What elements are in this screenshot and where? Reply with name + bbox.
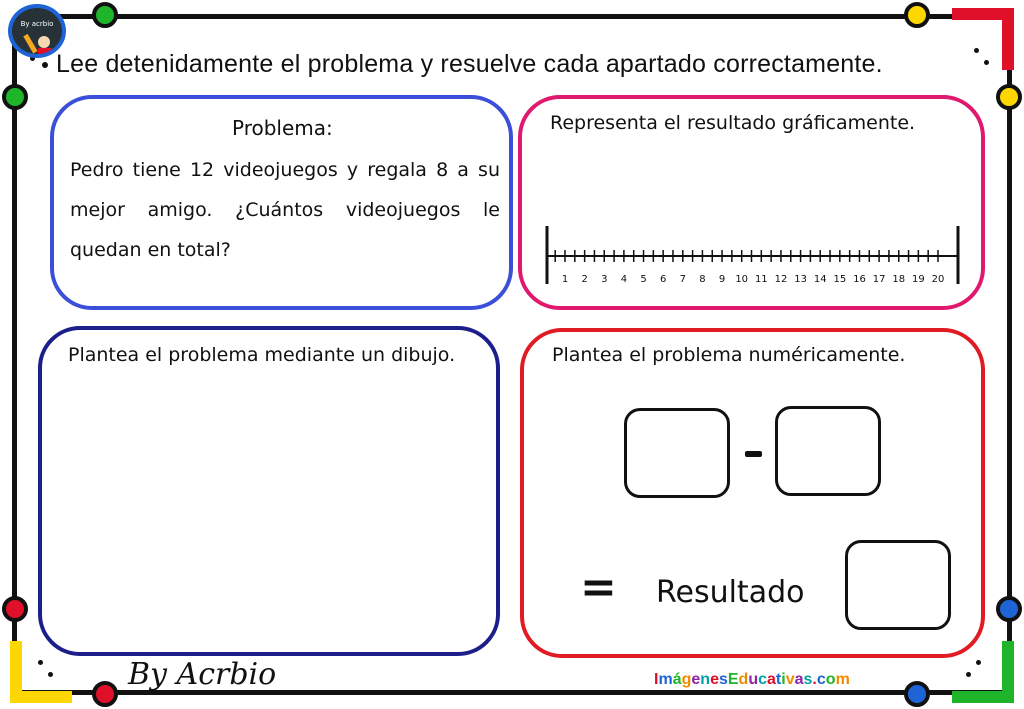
number-line-label: 2: [581, 274, 588, 285]
drawing-card[interactable]: [38, 326, 500, 656]
site-name-letter: I: [654, 671, 659, 688]
site-name-letter: e: [691, 671, 701, 688]
result-label: Resultado: [656, 575, 805, 610]
site-name-letter: e: [710, 671, 719, 688]
number-line-label: 7: [679, 274, 686, 285]
site-name-letter: v: [785, 671, 795, 688]
site-name-letter: o: [825, 671, 836, 688]
site-name-letter: s: [718, 671, 728, 688]
number-line-label: 3: [601, 274, 608, 285]
green-dot-left: [2, 84, 28, 110]
site-name-letter: m: [835, 671, 850, 688]
number-line-label: 16: [853, 274, 866, 285]
site-name-letter: á: [672, 671, 682, 688]
number-line-label: 1: [561, 274, 569, 285]
drawing-title: Plantea el problema mediante un dibujo.: [68, 344, 456, 366]
number-line-label: 10: [735, 274, 749, 285]
decor-dot: [976, 660, 981, 665]
problem-title: Problema:: [232, 116, 333, 140]
number-line-label: 17: [872, 274, 886, 285]
site-name-letter: g: [681, 671, 692, 688]
problem-text: Pedro tiene 12 videojuegos y regala 8 a su mejor amigo. ¿Cuántos videojuegos le quedan en total?: [70, 159, 500, 261]
site-name-letter: c: [758, 671, 768, 688]
result-answer-box[interactable]: [845, 540, 951, 630]
site-name-letter: m: [658, 671, 673, 688]
number-line-label: 9: [718, 274, 726, 285]
decor-dot: [38, 660, 43, 665]
number-line-label: 20: [931, 274, 945, 285]
graph-title: Representa el resultado gráficamente.: [550, 112, 916, 134]
decor-dot: [48, 672, 53, 677]
red-dot-bottom: [92, 681, 118, 707]
decor-dot: [984, 60, 989, 65]
blue-dot-bottom: [904, 681, 930, 707]
number-line-label: 11: [754, 274, 768, 285]
number-line-label: 18: [892, 274, 906, 285]
site-name: [654, 671, 850, 689]
equals-sign: =: [580, 562, 617, 613]
red-dot-left: [2, 596, 28, 622]
number-line-label: 6: [659, 274, 667, 285]
number-line: [538, 220, 968, 290]
number-line-label: 8: [699, 274, 706, 285]
yellow-dot-right: [996, 84, 1022, 110]
number-line-label: 15: [833, 274, 847, 285]
number-line-label: 19: [912, 274, 925, 285]
site-name-letter: t: [775, 671, 782, 688]
site-name-letter: s: [803, 671, 813, 688]
site-name-letter: i: [781, 671, 786, 688]
corner-bracket-top-right: [952, 8, 1014, 70]
site-name-letter: u: [748, 671, 759, 688]
site-name-text: [654, 671, 850, 688]
author-signature: By Acrbio: [128, 657, 277, 692]
numeric-title: Plantea el problema numéricamente.: [552, 344, 906, 366]
number-line-label: 4: [620, 274, 628, 285]
site-name-letter: a: [794, 671, 804, 688]
logo-text: By acrbio: [20, 20, 54, 28]
site-name-letter: c: [816, 671, 826, 688]
pencil-icon: [12, 28, 62, 58]
instruction-bullet: [42, 62, 48, 68]
number-line-label: 14: [813, 274, 827, 285]
site-name-letter: n: [700, 671, 711, 688]
minus-sign: [745, 451, 762, 457]
minuend-answer-box[interactable]: [624, 408, 730, 498]
site-name-letter: d: [738, 671, 749, 688]
site-name-letter: E: [727, 671, 739, 688]
blue-dot-right: [996, 596, 1022, 622]
number-line-label: 13: [794, 274, 807, 285]
number-line-label: 5: [640, 274, 647, 285]
site-name-letter: .: [812, 671, 817, 688]
yellow-dot-top: [904, 2, 930, 28]
instruction-text: Lee detenidamente el problema y resuelve cada apartado correctamente.: [56, 50, 883, 78]
decor-dot: [974, 48, 979, 53]
site-name-letter: a: [767, 671, 776, 688]
number-line-label: 12: [774, 274, 788, 285]
decor-dot: [966, 672, 971, 677]
subtrahend-answer-box[interactable]: [775, 406, 881, 496]
green-dot-top: [92, 2, 118, 28]
